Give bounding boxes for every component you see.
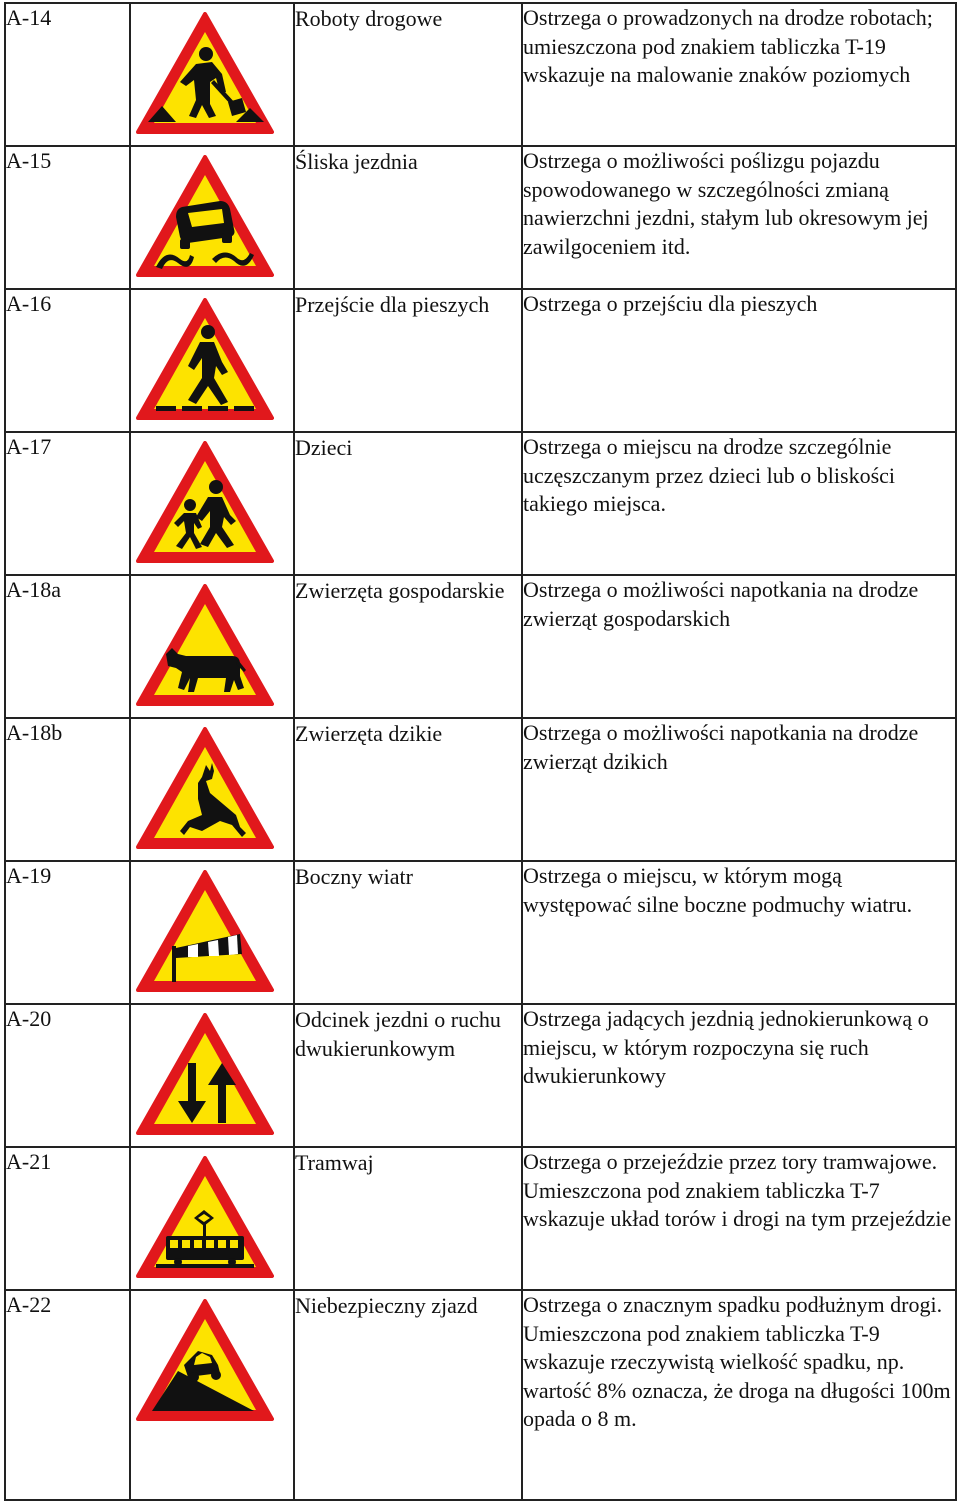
sign-image-cell [130, 146, 294, 289]
sign-description: Ostrzega o znacznym spadku podłużnym drogi. Umieszczona pod znakiem tabliczka T-9 wskazuje rzeczywistą wielkość spadku, np. wartość 8% oznacza, że droga na długości 100m opada o 8 m. [522, 1290, 956, 1500]
sign-name: Przejście dla pieszych [294, 289, 522, 432]
table-row [5, 289, 956, 432]
deer-icon [136, 727, 274, 849]
sign-description: Ostrzega o możliwości napotkania na drodze zwierząt gospodarskich [522, 575, 956, 718]
sign-code: A-21 [5, 1147, 130, 1290]
sign-code: A-20 [5, 1004, 130, 1147]
road-works-icon [136, 12, 274, 134]
table-row [5, 575, 956, 718]
sign-image-cell [130, 1147, 294, 1290]
sign-code: A-15 [5, 146, 130, 289]
sign-description: Ostrzega o możliwości poślizgu pojazdu spowodowanego w szczególności zmianą nawierzchni jezdni, stałym lub okresowym jej zawilgoceniem itd. [522, 146, 956, 289]
table-row [5, 1290, 956, 1500]
table-row [5, 3, 956, 146]
table-row [5, 861, 956, 1004]
table-row [5, 432, 956, 575]
sign-name: Zwierzęta gospodarskie [294, 575, 522, 718]
sign-name: Roboty drogowe [294, 3, 522, 146]
windsock-icon [136, 870, 274, 992]
sign-description: Ostrzega o przejściu dla pieszych [522, 289, 956, 432]
sign-description: Ostrzega o przejeździe przez tory tramwajowe. Umieszczona pod znakiem tabliczka T-7 wskazuje układ torów i drogi na tym przejeździe [522, 1147, 956, 1290]
sign-description: Ostrzega o prowadzonych na drodze robotach; umieszczona pod znakiem tabliczka T-19 wskazuje na malowanie znaków poziomych [522, 3, 956, 146]
sign-description: Ostrzega o miejscu na drodze szczególnie uczęszczanym przez dzieci lub o bliskości takiego miejsca. [522, 432, 956, 575]
sign-image-cell [130, 718, 294, 861]
sign-image-cell [130, 1290, 294, 1500]
two-way-traffic-icon [136, 1013, 274, 1135]
sign-description: Ostrzega jadących jezdnią jednokierunkową o miejscu, w którym rozpoczyna się ruch dwukierunkowy [522, 1004, 956, 1147]
sign-name: Śliska jezdnia [294, 146, 522, 289]
sign-name: Niebezpieczny zjazd [294, 1290, 522, 1500]
sign-name: Dzieci [294, 432, 522, 575]
slippery-road-icon [136, 155, 274, 277]
sign-code: A-18a [5, 575, 130, 718]
steep-descent-icon [136, 1299, 274, 1421]
tram-icon [136, 1156, 274, 1278]
sign-image-cell [130, 3, 294, 146]
sign-name: Zwierzęta dzikie [294, 718, 522, 861]
sign-code: A-14 [5, 3, 130, 146]
warning-signs-table [4, 2, 957, 1501]
table-row [5, 1004, 956, 1147]
sign-description: Ostrzega o możliwości napotkania na drodze zwierząt dzikich [522, 718, 956, 861]
sign-code: A-22 [5, 1290, 130, 1500]
table-row [5, 1147, 956, 1290]
sign-code: A-16 [5, 289, 130, 432]
sign-code: A-19 [5, 861, 130, 1004]
sign-image-cell [130, 432, 294, 575]
sign-image-cell [130, 575, 294, 718]
sign-name: Odcinek jezdni o ruchu dwukierunkowym [294, 1004, 522, 1147]
sign-name: Tramwaj [294, 1147, 522, 1290]
sign-image-cell [130, 861, 294, 1004]
sign-name: Boczny wiatr [294, 861, 522, 1004]
sign-image-cell [130, 289, 294, 432]
pedestrian-crossing-icon [136, 298, 274, 420]
cow-icon [136, 584, 274, 706]
sign-description: Ostrzega o miejscu, w którym mogą występować silne boczne podmuchy wiatru. [522, 861, 956, 1004]
sign-code: A-18b [5, 718, 130, 861]
children-icon [136, 441, 274, 563]
sign-image-cell [130, 1004, 294, 1147]
sign-code: A-17 [5, 432, 130, 575]
table-row [5, 146, 956, 289]
table-row [5, 718, 956, 861]
